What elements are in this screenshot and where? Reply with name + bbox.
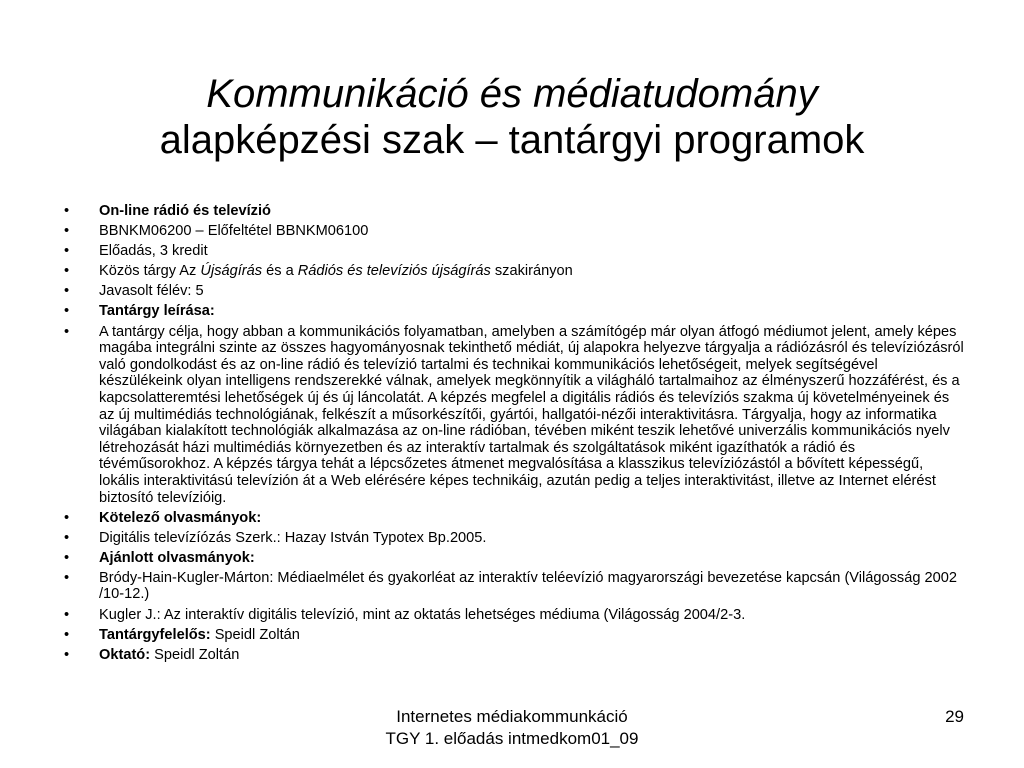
common-suffix: szakirányon xyxy=(490,263,573,280)
slide-title-line1: Kommunikáció és médiatudomány xyxy=(206,71,818,116)
teacher-label: Oktató: xyxy=(99,646,151,663)
list-item xyxy=(64,303,964,320)
bullet-list xyxy=(64,203,964,667)
list-item xyxy=(64,510,964,527)
list-item xyxy=(64,223,964,240)
list-item xyxy=(64,283,964,300)
list-item xyxy=(64,607,964,624)
list-item xyxy=(64,243,964,260)
list-item xyxy=(64,647,964,664)
footer xyxy=(312,706,712,750)
bullet-icon: • xyxy=(64,626,70,643)
teacher-name: Speidl Zoltán xyxy=(150,646,240,663)
recommended-reading-1: Bródy-Hain-Kugler-Márton: Médiaelmélet és gyakorléat az interaktív teléevízió magyarországi bevezetése kapcsán (Világosság 2002 /10-12.) xyxy=(99,569,957,603)
required-reading-1: Digitális televízíózás Szerk.: Hazay István Typotex Bp.2005. xyxy=(99,529,487,546)
course-name: On-line rádió és televízió xyxy=(99,203,271,219)
recommended-readings-heading: Ajánlott olvasmányok: xyxy=(99,549,255,566)
common-prefix: Közös tárgy Az xyxy=(99,263,201,280)
bullet-icon: • xyxy=(64,283,70,300)
responsible-label: Tantárgyfelelős: xyxy=(99,626,211,643)
common-track2: Rádiós és televíziós újságírás xyxy=(297,263,491,280)
footer-line1: Internetes médiakommunkáció xyxy=(396,707,628,726)
bullet-icon: • xyxy=(64,529,70,546)
description-heading: Tantárgy leírása: xyxy=(99,303,215,320)
common-mid: és a xyxy=(262,263,298,280)
common-track1: Újságírás xyxy=(200,263,263,280)
lecture-credits: Előadás, 3 kredit xyxy=(99,243,208,260)
course-description: A tantárgy célja, hogy abban a kommunikációs folyamatban, amelyben a számítógép már olyan átfogó médiumot jelent, amely képes magába integrálni szinte az összes hagyományosnak tekinthető médiát, új alapokra helyezve tárgyalja a rádiózásról és televíziózásról való gondolkodást és az on-line rádió és televízió tartalmi és technikai kommunikációs lehetőségeit, melyek segítségével készülékeink olyan intelligens rendszerekké válnak, amelyek megkönnyítik a világháló tartalmaihoz az élményszerű hozzáférést, és a kapcsolatteremtési lehetőségek új és új láncolatát. A képzés megfelel a digitális rádiós és televíziós szakma új követelményeinek és az új multimédiás technológiának, felkészít a műsorkészítői, gyártói, hallgatói-nézői interaktivitásra. Tárgyalja, hogy az informatika világában kialakított technológiák alkalmazása az on-line rádióban, tévében miként teszik lehetővé univerzális kommunikációs nyelv létrehozását házi multimédiás környezetben és az interaktív tartalmak és szolgáltatások miként igazíthatók a rádió és tévéműsorokhoz. A képzés tárgya tehát a lépcsőzetes átmenet megvalósítása a klasszikus televíziózástól a bővített képességű, lokális interaktivitású televízión át a Web elérésére képes technikáig, azután pedig a teljes interaktivitást, illetve az Internet elérést biztosító televízióig. xyxy=(99,323,964,506)
responsible-name: Speidl Zoltán xyxy=(210,626,300,643)
slide-title-line2: alapképzési szak – tantárgyi programok xyxy=(159,117,865,162)
slide-title xyxy=(40,71,984,163)
list-item xyxy=(64,263,964,280)
bullet-icon: • xyxy=(64,549,70,566)
list-item xyxy=(64,570,964,603)
list-item xyxy=(64,550,964,567)
course-code: BBNKM06200 – Előfeltétel BBNKM06100 xyxy=(99,223,369,240)
bullet-icon: • xyxy=(64,203,70,219)
bullet-icon: • xyxy=(64,263,70,280)
bullet-icon: • xyxy=(64,569,70,586)
list-item xyxy=(64,530,964,547)
footer-line2: TGY 1. előadás intmedkom01_09 xyxy=(385,729,639,748)
bullet-icon: • xyxy=(64,606,70,623)
list-item xyxy=(64,627,964,644)
bullet-icon: • xyxy=(64,323,70,340)
list-item xyxy=(64,203,964,220)
bullet-icon: • xyxy=(64,223,70,240)
recommended-reading-2: Kugler J.: Az interaktív digitális televízió, mint az oktatás lehetséges médiuma (Világosság 2004/2-3. xyxy=(99,606,746,623)
bullet-icon: • xyxy=(64,243,70,260)
bullet-icon: • xyxy=(64,303,70,320)
bullet-icon: • xyxy=(64,509,70,526)
bullet-icon: • xyxy=(64,646,70,663)
page-number: 29 xyxy=(945,707,964,726)
list-item xyxy=(64,324,964,507)
required-readings-heading: Kötelező olvasmányok: xyxy=(99,509,262,526)
suggested-semester: Javasolt félév: 5 xyxy=(99,283,204,300)
